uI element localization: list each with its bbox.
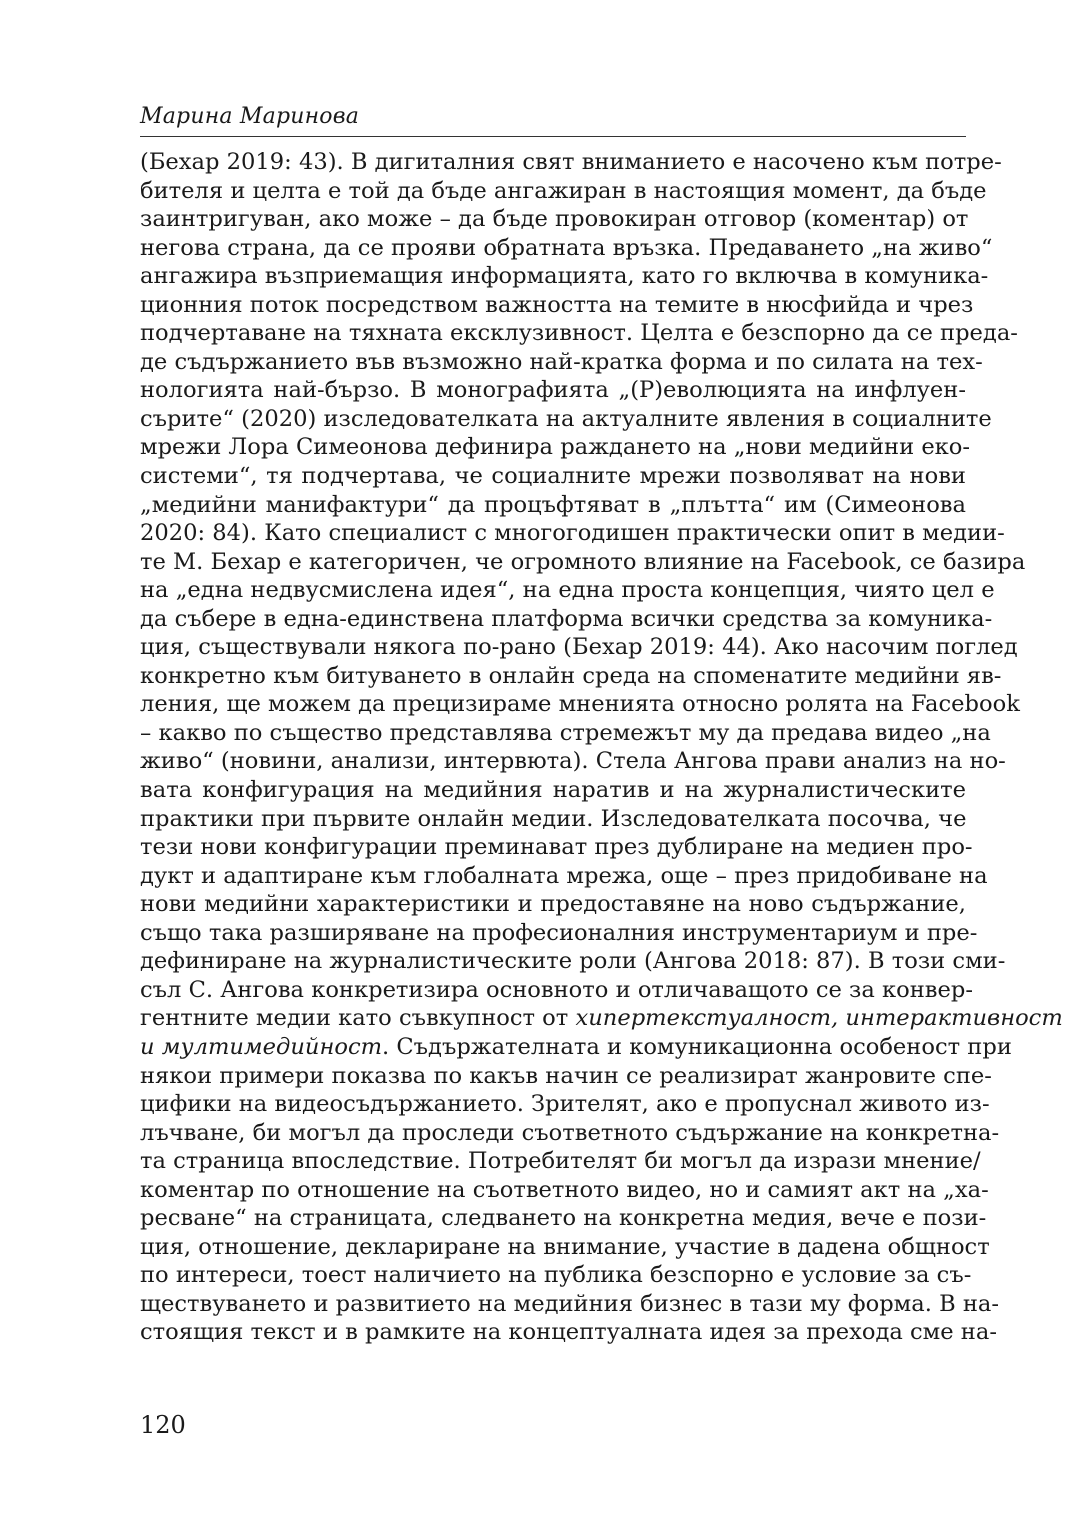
- text-line: де съдържанието във възможно най-кратка форма и по силата на тех-: [140, 348, 983, 375]
- text-line: тези нови конфигурации преминават през дублиране на медиен про-: [140, 834, 973, 861]
- italic-term: и мултимедийност: [140, 1033, 383, 1060]
- text-line: вата конфигурация на медийния наратив и на журналистическите: [140, 777, 966, 804]
- text-fragment: . Съдържателната и комуникационна особеност при: [382, 1033, 1012, 1060]
- text-line: ществуването и развитието на медийния бизнес в тази му форма. В на-: [140, 1290, 1000, 1317]
- text-line: цифики на видеосъдържанието. Зрителят, ако е пропуснал живото из-: [140, 1091, 990, 1118]
- text-line: подчертаване на тяхната ексклузивност. Целта е безспорно да се преда-: [140, 320, 1018, 347]
- text-line: дефиниране на журналистическите роли (Ангова 2018: 87). В този сми-: [140, 948, 1006, 975]
- text-line: ционния поток посредством важността на темите в нюсфийда и чрез: [140, 291, 974, 318]
- text-line: конкретно към битуването в онлайн среда на споменатите медийни яв-: [140, 662, 1002, 689]
- text-line: заинтригуван, ако може – да бъде провокиран отговор (коментар) от: [140, 206, 969, 233]
- page-number: 120: [140, 1411, 186, 1439]
- text-line: ция, отношение, деклариране на внимание, участие в дадена общност: [140, 1233, 990, 1260]
- text-line: някои примери показва по какъв начин се реализират жанровите спе-: [140, 1062, 992, 1089]
- body-text: [140, 148, 1063, 1347]
- text-line: [140, 1004, 1063, 1033]
- text-line: [140, 1033, 1012, 1062]
- text-line: „медийни манифактури“ да процъфтяват в „плътта“ им (Симеонова: [140, 491, 966, 518]
- text-line: дукт и адаптиране към глобалната мрежа, още – през придобиване на: [140, 862, 988, 889]
- text-line: та страница впоследствие. Потребителят би могъл да изрази мнение/: [140, 1148, 981, 1175]
- text-line: да събере в една-единствена платформа всички средства за комуника-: [140, 605, 993, 632]
- text-line: също така разширяване на професионалния инструментариум и пре-: [140, 919, 978, 946]
- text-line: стоящия текст и в рамките на концептуалната идея за прехода сме на-: [140, 1319, 997, 1346]
- running-head-author: Марина Маринова: [140, 102, 966, 137]
- text-line: практики при първите онлайн медии. Изследователката посочва, че: [140, 805, 967, 832]
- text-line: по интереси, тоест наличието на публика безспорно е условие за съ-: [140, 1262, 972, 1289]
- italic-term: хипертекстуалност, интерактивност: [575, 1005, 1063, 1032]
- text-line: негова страна, да се прояви обратната връзка. Предаването „на живо“: [140, 234, 993, 261]
- text-fragment: гентните медии като съвкупност от: [140, 1005, 576, 1032]
- text-line: бителя и целта е той да бъде ангажиран в настоящия момент, да бъде: [140, 177, 987, 204]
- text-line: системи“, тя подчертава, че социалните мрежи позволяват на нови: [140, 463, 966, 490]
- text-line: ангажира възприемащия информацията, като го включва в комуника-: [140, 263, 989, 290]
- text-line: съл С. Ангова конкретизира основното и отличаващото се за конвер-: [140, 976, 973, 1003]
- text-line: ресване“ на страницата, следването на конкретна медия, вече е пози-: [140, 1205, 987, 1232]
- text-line: мрежи Лора Симеонова дефинира раждането на „нови медийни еко-: [140, 434, 971, 461]
- text-line: 2020: 84). Като специалист с многогодишен практически опит в медии-: [140, 520, 1005, 547]
- text-line: ция, съществували някога по-рано (Бехар 2019: 44). Ако насочим поглед: [140, 634, 1018, 661]
- text-line: коментар по отношение на съответното видео, но и самият акт на „ха-: [140, 1176, 989, 1203]
- text-line: лъчване, би могъл да проследи съответното съдържание на конкретна-: [140, 1119, 1000, 1146]
- text-line: сърите“ (2020) изследователката на актуалните явления в социалните: [140, 405, 992, 432]
- text-line: нологията най-бързо. В монографията „(Р)еволюцията на инфлуен-: [140, 377, 966, 404]
- text-line: ления, ще можем да прецизираме мненията относно ролята на Facebook: [140, 691, 1020, 718]
- text-line: живо“ (новини, анализи, интервюта). Стела Ангова прави анализ на но-: [140, 748, 1006, 775]
- text-line: нови медийни характеристики и предоставяне на ново съдържание,: [140, 891, 966, 918]
- text-line: – какво по същество представлява стремежът му да предава видео „на: [140, 719, 991, 746]
- text-line: (Бехар 2019: 43). В дигиталния свят вниманието е насочено към потре-: [140, 149, 1002, 175]
- text-line: те М. Бехар е категоричен, че огромното влияние на Facebook, се базира: [140, 548, 1026, 575]
- text-line: на „една недвусмислена идея“, на една проста концепция, чиято цел е: [140, 577, 995, 604]
